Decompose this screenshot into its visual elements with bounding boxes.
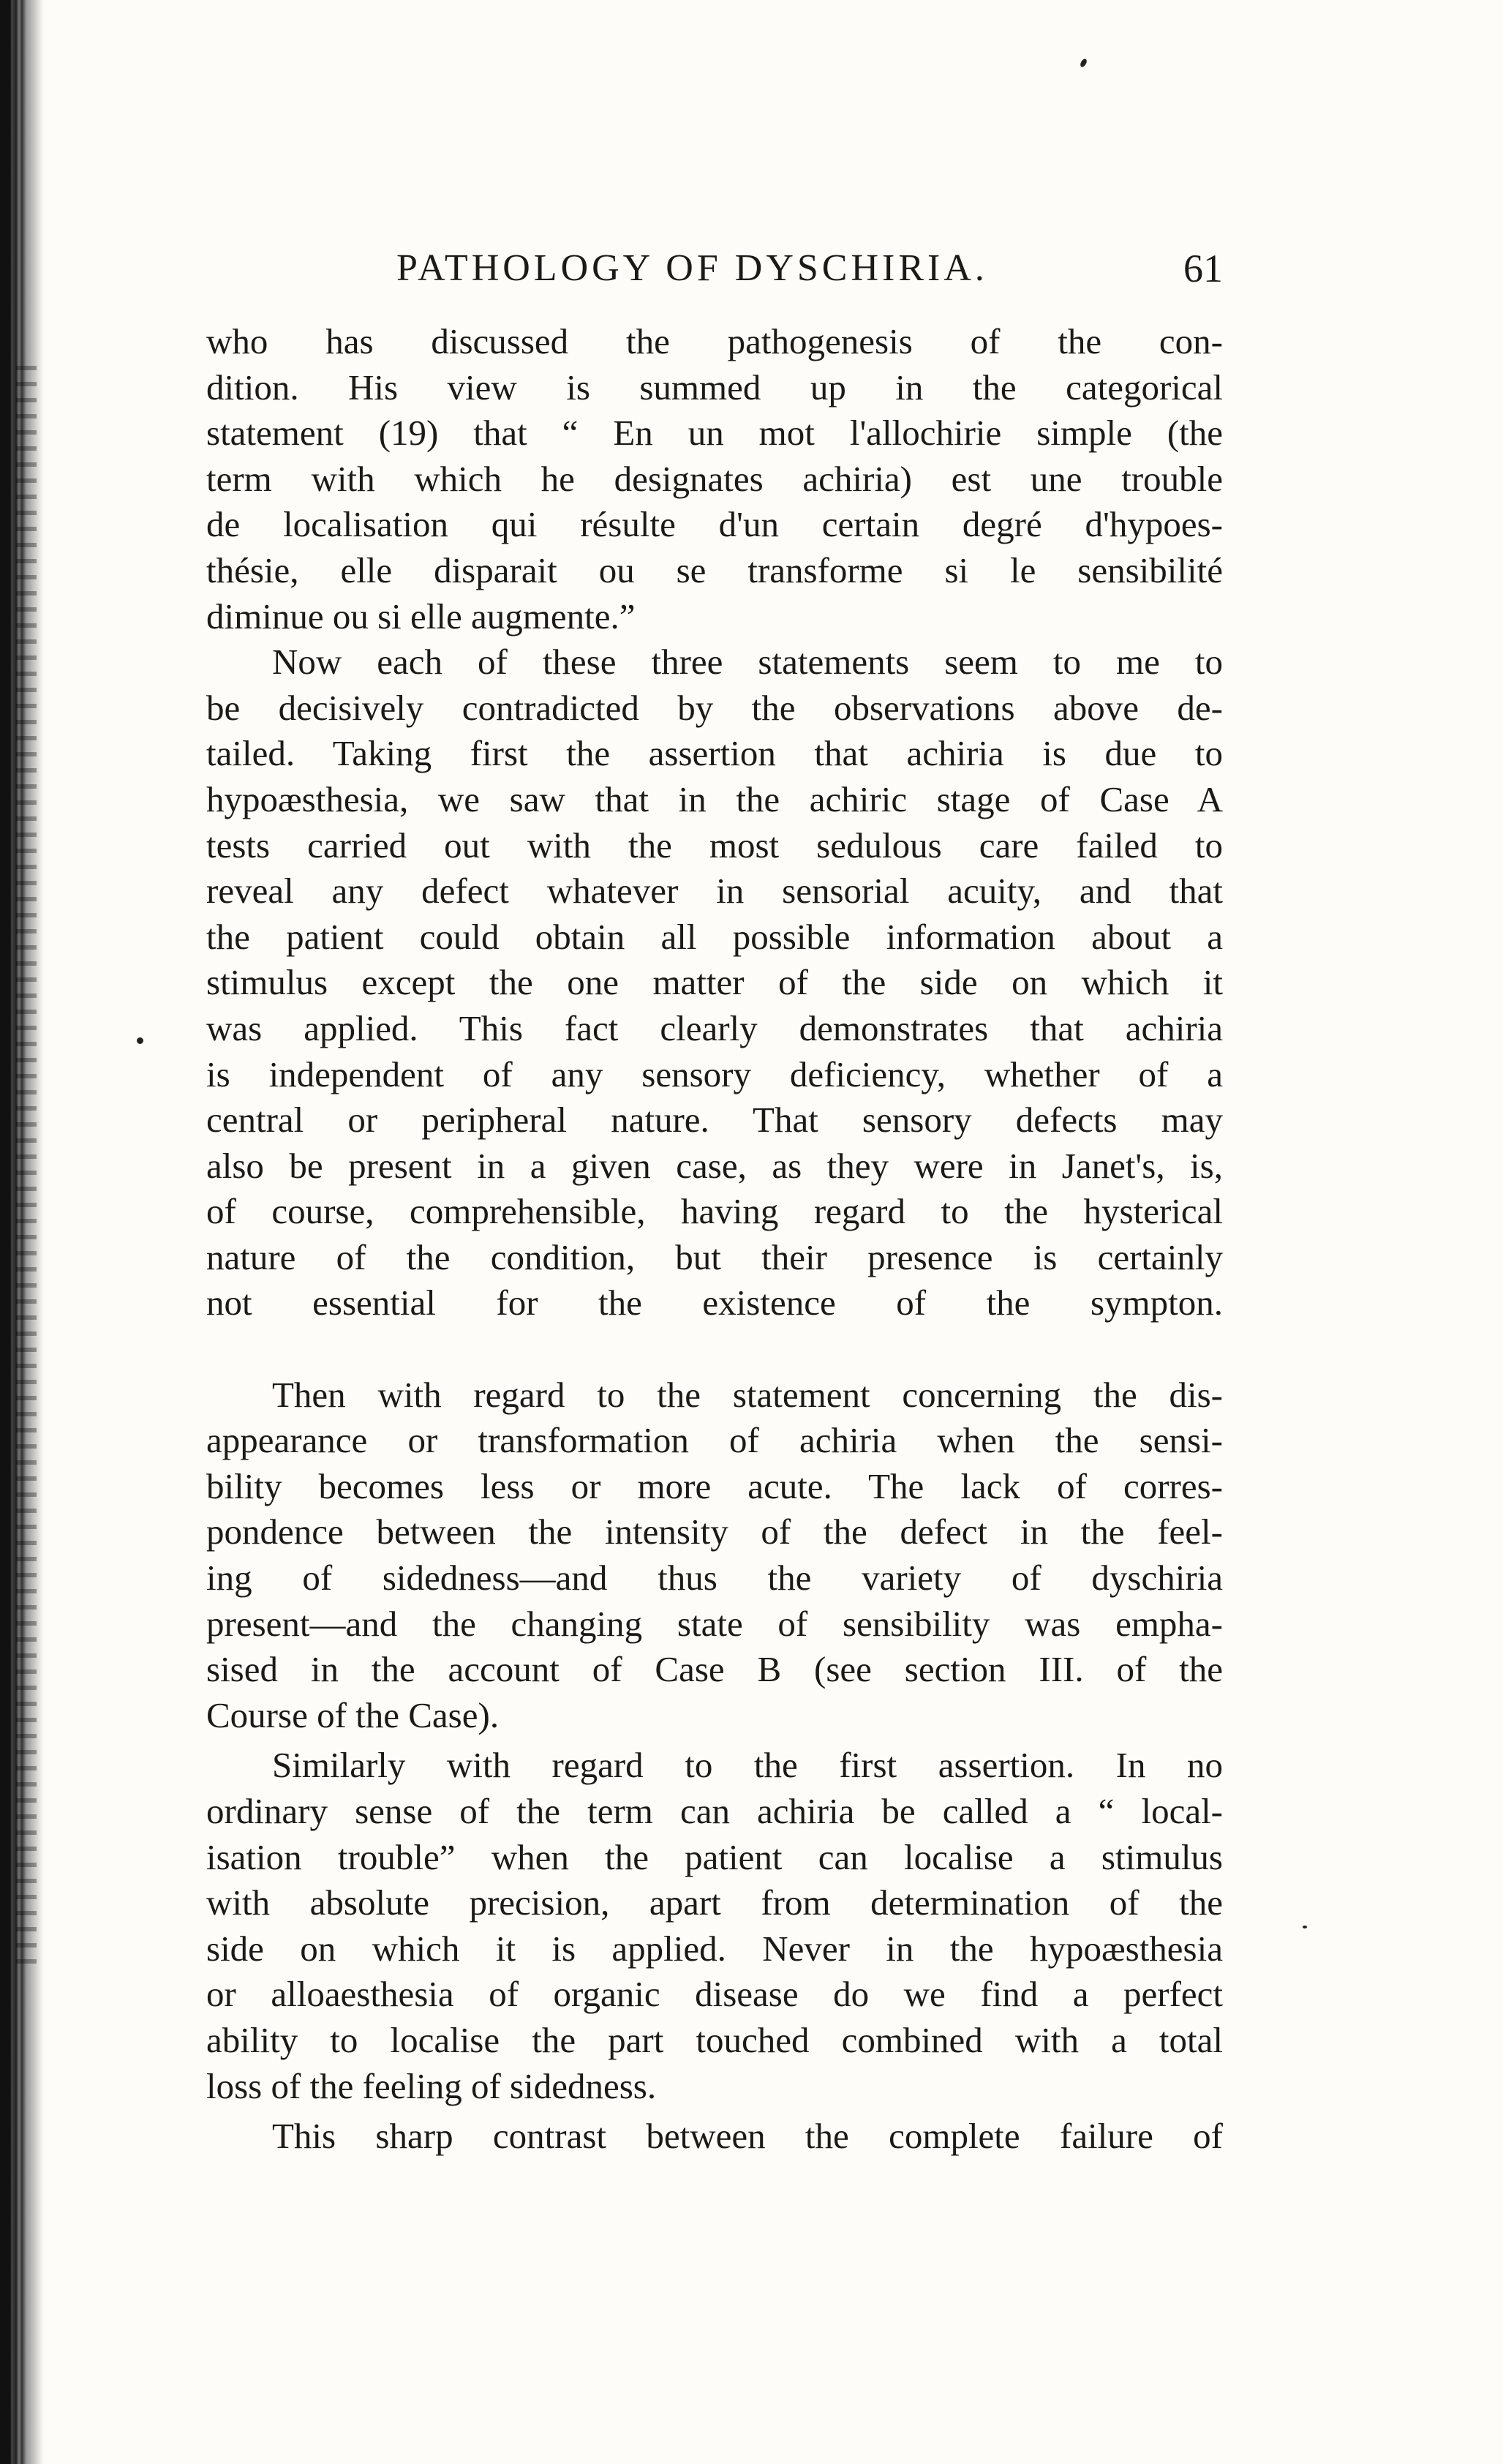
- text-line: hypoæsthesia, we saw that in the achiric stage of Case A: [206, 778, 1223, 819]
- text-line: statement (19) that “ En un mot l'allochirie simple (the: [206, 413, 1223, 454]
- text-line: term with which he designates achiria) est une trouble: [206, 458, 1223, 499]
- text-line: also be present in a given case, as they were in Janet's, is,: [206, 1145, 1223, 1186]
- text-line: de localisation qui résulte d'un certain degré d'hypoes-: [206, 504, 1223, 545]
- text-line: dition. His view is summed up in the categorical: [206, 367, 1223, 407]
- text-line: This sharp contrast between the complete failure of: [272, 2116, 1223, 2157]
- text-line: not essential for the existence of the sympton.: [206, 1282, 1223, 1323]
- text-line: central or peripheral nature. That sensory defects may: [206, 1100, 1223, 1141]
- scan-speck: [1303, 1926, 1307, 1928]
- text-line: the patient could obtain all possible information about a: [206, 916, 1223, 957]
- text-line: tailed. Taking first the assertion that achiria is due to: [206, 733, 1223, 774]
- paragraph: [206, 639, 1223, 1372]
- text-line: diminue ou si elle augmente.”: [206, 596, 636, 636]
- text-line: thésie, elle disparait ou se transforme si le sensibilité: [206, 549, 1223, 590]
- text-line: ordinary sense of the term can achiria be called a “ local-: [206, 1791, 1223, 1831]
- paragraph: [206, 1743, 1223, 2109]
- page-binding-edge: [0, 0, 44, 2464]
- paragraph: [206, 2114, 1223, 2160]
- text-line: pondence between the intensity of the defect in the feel-: [206, 1511, 1223, 1552]
- text-line: reveal any defect whatever in sensorial acuity, and that: [206, 871, 1223, 912]
- page-header: [206, 243, 1223, 294]
- text-line: present—and the changing state of sensibility was empha-: [206, 1603, 1223, 1644]
- text-line: loss of the feeling of sidedness.: [206, 2065, 657, 2106]
- text-line: isation trouble” when the patient can localise a stimulus: [206, 1836, 1223, 1877]
- page-number: 61: [1183, 247, 1223, 290]
- text-line: be decisively contradicted by the observations above de-: [206, 687, 1223, 728]
- text-line: was applied. This fact clearly demonstrates that achiria: [206, 1007, 1223, 1048]
- text-line: Now each of these three statements seem to me to: [272, 642, 1223, 683]
- running-title: PATHOLOGY OF DYSCHIRIA.: [396, 247, 988, 289]
- paragraph: [206, 1372, 1223, 1739]
- text-line: who has discussed the pathogenesis of the con-: [206, 321, 1223, 361]
- text-line: sised in the account of Case B (see section III. of the: [206, 1649, 1223, 1690]
- text-line: [206, 1326, 1223, 1372]
- text-line: stimulus except the one matter of the side on which it: [206, 962, 1223, 1003]
- paragraph: [206, 319, 1223, 639]
- text-line: bility becomes less or more acute. The lack of corres-: [206, 1465, 1223, 1506]
- text-line: with absolute precision, apart from determination of the: [206, 1882, 1223, 1923]
- text-line: is independent of any sensory deficiency, whether of a: [206, 1053, 1223, 1094]
- scan-speck: [1079, 58, 1088, 68]
- text-line: Similarly with regard to the first assertion. In no: [272, 1745, 1223, 1786]
- text-line: of course, comprehensible, having regard to the hysterical: [206, 1191, 1223, 1232]
- text-line: nature of the condition, but their presence is certainly: [206, 1236, 1223, 1277]
- text-line: appearance or transformation of achiria when the sensi-: [206, 1420, 1223, 1461]
- text-line: Course of the Case).: [206, 1694, 500, 1735]
- text-line: ability to localise the part touched combined with a total: [206, 2019, 1223, 2060]
- text-line: Then with regard to the statement concerning the dis-: [272, 1374, 1223, 1415]
- text-line: or alloaesthesia of organic disease do we find a perfect: [206, 1974, 1223, 2015]
- text-line: side on which it is applied. Never in the hypoæsthesia: [206, 1928, 1223, 1969]
- text-line: tests carried out with the most sedulous care failed to: [206, 825, 1223, 865]
- body-text: [206, 319, 1223, 2160]
- scan-speck: [137, 1037, 143, 1044]
- text-line: ing of sidedness—and thus the variety of dyschiria: [206, 1558, 1223, 1599]
